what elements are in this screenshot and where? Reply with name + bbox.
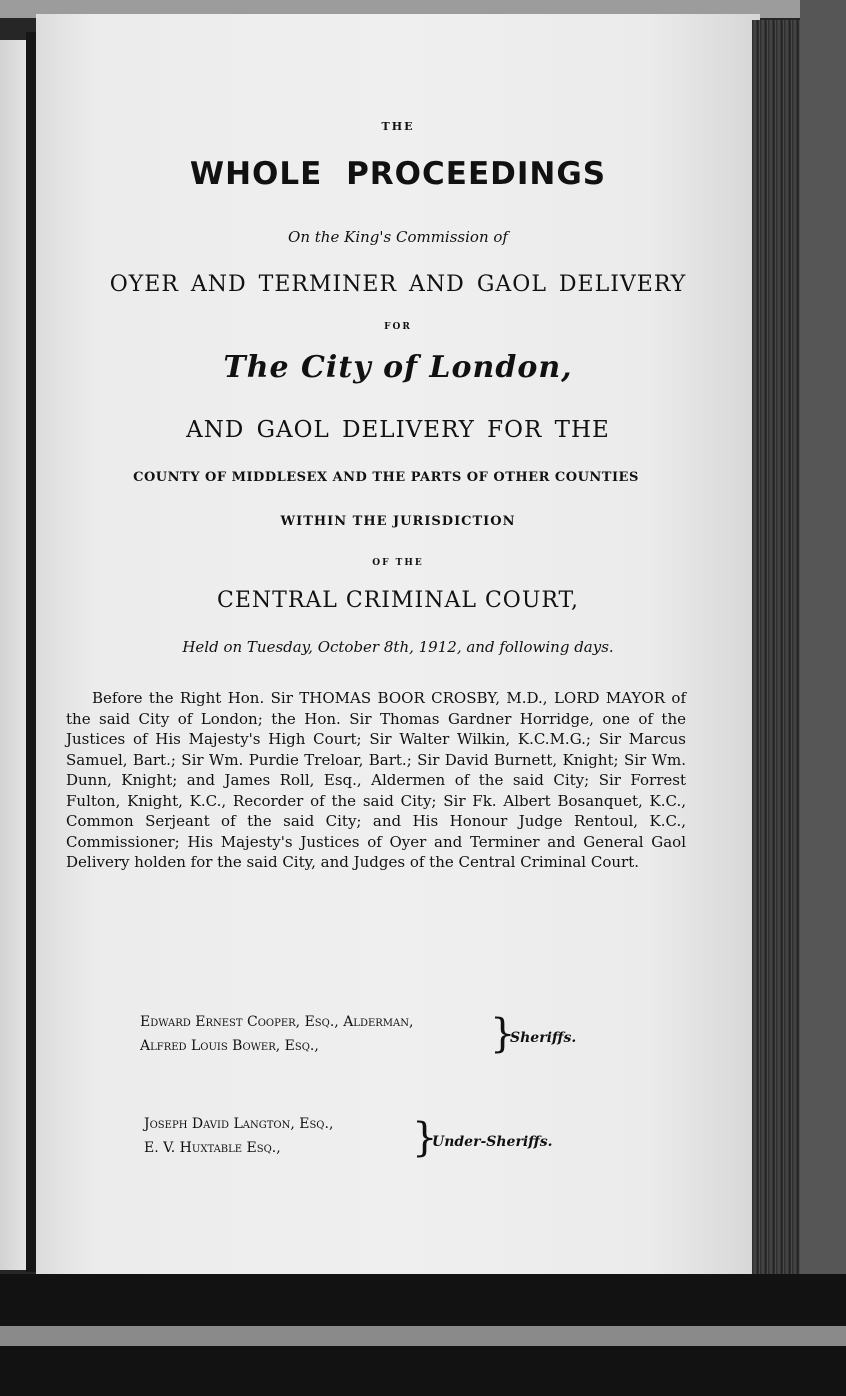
oyer-terminer-line: OYER AND TERMINER AND GAOL DELIVERY	[109, 272, 687, 297]
jurisdiction-line: WITHIN THE JURISDICTION	[280, 514, 516, 529]
heading-for: FOR	[384, 322, 412, 332]
justices-text: Before the Right Hon. Sir THOMAS BOOR CROSBY, M.D., LORD MAYOR of the said City of London; the Hon. Sir Thomas Gardner Horridge, one of the Justices of His Majesty's High Court; Sir Walter Wilkin, K.C.M.G.; Sir Marcus Samuel, Bart.; Sir Wm. Purdie Treloar, Bart.; Sir David Burnett, Knight; Sir Wm. Dunn, Knight; and James Roll, Esq., Aldermen of the said City; Sir Forrest Fulton, Knight, K.C., Recorder of the said City; Sir Fk. Albert Bosanquet, K.C., Common Serjeant of the said City; and His Honour Judge Rentoul, K.C., Commissioner; His Majesty's Justices of Oyer and Terminer and General Gaol Delivery holden for the said City, and Judges of the Central Criminal Court.	[66, 689, 686, 871]
sheriffs-brace: }	[490, 1011, 516, 1057]
sheriffs-label: Sheriffs.	[510, 1030, 577, 1046]
under-sheriffs-label: Under-Sheriffs.	[432, 1134, 553, 1150]
session-date: Held on Tuesday, October 8th, 1912, and following days.	[182, 638, 614, 656]
county-line: COUNTY OF MIDDLESEX AND THE PARTS OF OTHER COUNTIES	[133, 470, 639, 485]
page-title: WHOLE PROCEEDINGS	[189, 156, 607, 192]
under-sheriff-name: Joseph David Langton, Esq.,	[144, 1116, 334, 1132]
bottom-film-edge	[0, 1274, 846, 1396]
under-sheriffs-brace: }	[412, 1115, 438, 1161]
court-name: CENTRAL CRIMINAL COURT,	[217, 588, 579, 613]
gaol-delivery-line: AND GAOL DELIVERY FOR THE	[186, 417, 610, 443]
commission-line: On the King's Commission of	[288, 228, 508, 246]
heading-the: THE	[381, 120, 415, 133]
heading-of-the: OF THE	[372, 558, 424, 568]
sheriff-name: Edward Ernest Cooper, Esq., Alderman,	[140, 1014, 414, 1030]
justices-paragraph	[66, 688, 686, 873]
city-of-london: The City of London,	[223, 350, 573, 385]
under-sheriff-name: E. V. Huxtable Esq.,	[144, 1140, 281, 1156]
right-binding-board	[800, 0, 846, 1396]
sheriff-name: Alfred Louis Bower, Esq.,	[140, 1038, 319, 1054]
